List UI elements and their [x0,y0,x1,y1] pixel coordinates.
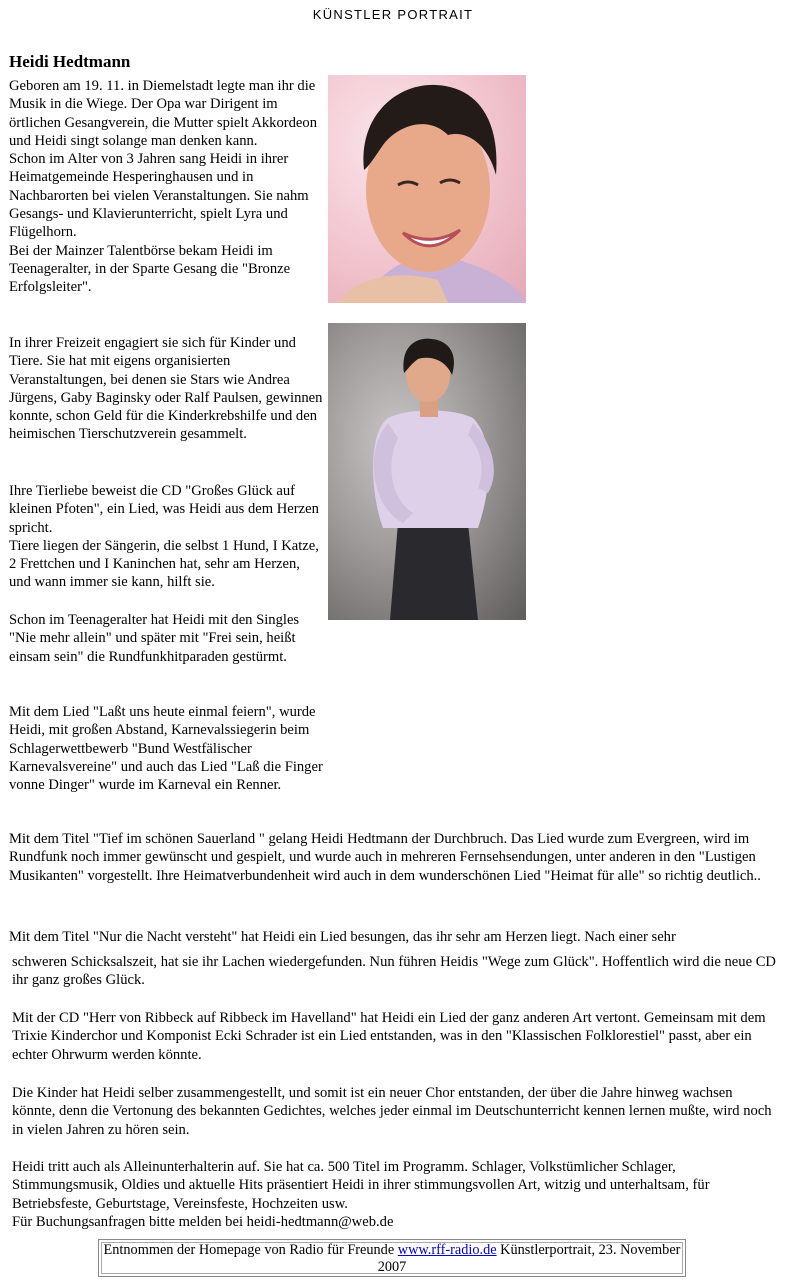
bio-text: Schon im Teenageralter hat Heidi mit den Singles "Nie mehr allein" und später mit "Frei sein, heißt einsam sein" die Rundfunkhitparaden gestürmt. [9,612,300,665]
bio-paragraph-carnival [9,703,325,794]
bio-paragraph-animals [9,482,325,592]
bio-text: Geboren am 19. 11. in Diemelstadt legte man ihr die Musik in die Wiege. Der Opa war Dirigent im örtlichen Gesangverein, die Mutter spielt Akkordeon und Heidi singt solange man denken kann. [9,78,318,149]
bio-paragraph-breakthrough: Mit dem Titel "Tief im schönen Sauerland " gelang Heidi Hedtmann der Durchbruch. Das Lied wurde zum Evergreen, wird im Rundfunk noch immer gewünscht und gespielt, und wurde auch in mehreren Fernsehsendungen, unter anderen in den "Lustigen Musikanten" vorgestellt. Ihre Heimatverbundenheit wird auch in dem wunderschönen Lied "Heimat für alle" so richtig deutlich.. [9,831,761,884]
artist-name: Heidi Hedtmann [9,52,131,71]
radio-website-link[interactable]: www.rff-radio.de [397,1242,497,1258]
bio-paragraph-childhood [9,77,325,297]
source-suffix: Künstlerportrait, 23. November 2007 [377,1242,681,1275]
bio-paragraph-choir: Die Kinder hat Heidi selber zusammengestellt, und somit ist ein neuer Chor entstanden, der über die Jahre hinweg wachsen könnte, denn die Vertonung des bekannten Gedichtes, welches jeder einmal im Deutschunterricht kennen lernen mußte, wird noch in vielen Jahren zu hören sein. [12,1085,772,1138]
source-footer [98,1239,686,1277]
bio-text: Heidi tritt auch als Alleinunterhalterin auf. Sie hat ca. 500 Titel im Programm. Schlager, Volkstümlicher Schlager, Stimmungsmusik, Oldies und aktuelle Hits präsentiert Heidi in ihrer stimmungsvollen Art, witzig und unterhaltsam, für Betriebsfeste, Geburtstage, Vereinsfeste, Hochzeiten usw. [12,1159,710,1212]
bio-paragraph-charity [9,334,325,444]
bio-text: Mit dem Lied "Laßt uns heute einmal feiern", wurde Heidi, mit großen Abstand, Karnevalssiegerin beim Schlagerwettbewerb "Bund Westfälischer Karnevalsvereine" und auch das Lied "Laß die Finger vonne Dinger" wurde im Karneval ein Renner. [9,704,323,794]
bio-paragraph-night-line1: Mit dem Titel "Nur die Nacht versteht" hat Heidi ein Lied besungen, das ihr sehr am Herzen liegt. Nach einer sehr [9,929,676,945]
bio-text: Schon im Alter von 3 Jahren sang Heidi in ihrer Heimatgemeinde Hesperinghausen und in Nachbarorten bei vielen Veranstaltungen. Sie nahm Gesangs- und Klavierunterricht, spielt Lyra und Flügelhorn. [9,151,309,241]
bio-text: Bei der Mainzer Talentbörse bekam Heidi im Teenageralter, in der Sparte Gesang die "Bronze Erfolgsleiter". [9,242,291,296]
bio-text: Tiere liegen der Sängerin, die selbst 1 Hund, I Katze, 2 Frettchen und I Kaninchen hat, sehr am Herzen, und wann immer sie kann, hilft sie. [9,537,319,591]
bio-text: Ihre Tierliebe beweist die CD "Großes Glück auf kleinen Pfoten", ein Lied, was Heidi aus dem Herzen spricht. [9,483,319,536]
bio-paragraph-singles [9,611,325,666]
bio-text: In ihrer Freizeit engagiert sie sich für Kinder und Tiere. Sie hat mit eigens organisierten Veranstaltungen, bei denen sie Stars wie Andrea Jürgens, Gaby Baginsky oder Ralf Paulsen, gewinnen konnte, schon Geld für die Kinderkrebshilfe und den heimischen Tierschutzverein gesammelt. [9,335,323,443]
source-prefix: Entnommen der Homepage von Radio für Freunde [103,1242,398,1258]
booking-contact: Für Buchungsanfragen bitte melden bei heidi-hedtmann@web.de [12,1213,394,1230]
full-body-photo [328,323,526,620]
bio-paragraph-entertainer [12,1158,776,1231]
bio-paragraph-ribbeck: Mit der CD "Herr von Ribbeck auf Ribbeck im Havelland" hat Heidi ein Lied der ganz anderen Art vertont. Gemeinsam mit dem Trixie Kinderchor und Komponist Ecki Schrader ist ein Lied entstanden, was in den "Klassischen Folklorestiel" passt, aber ein echter Ohrwurm werden könnte. [12,1010,766,1063]
portrait-photo [328,75,526,303]
bio-paragraph-night-line2: schweren Schicksalszeit, hat sie ihr Lachen wiedergefunden. Nun führen Heidis "Wege zum Glück". Hoffentlich wird die neue CD ihr ganz großes Glück. [12,954,776,989]
page-header: KÜNSTLER PORTRAIT [312,7,474,22]
